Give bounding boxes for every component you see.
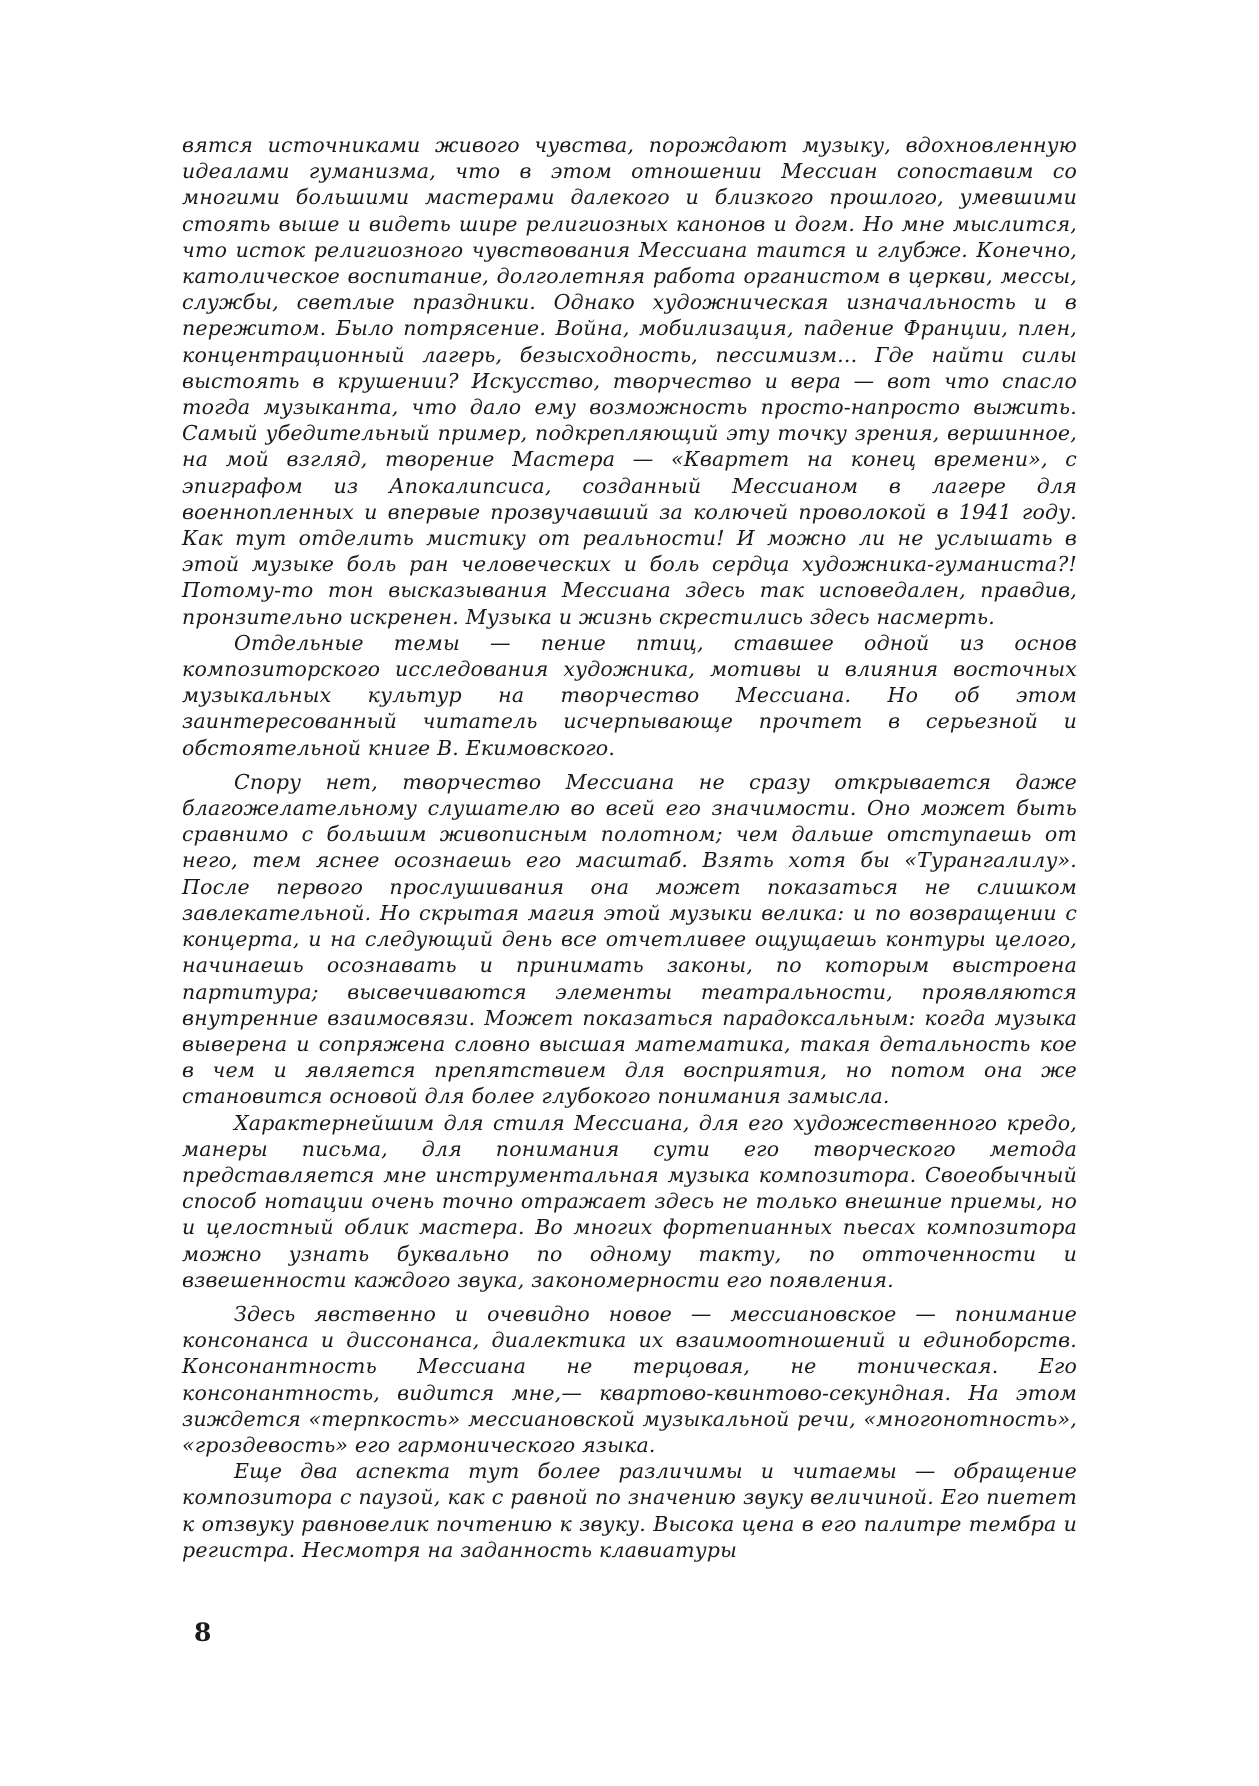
body-text xyxy=(182,132,1077,1563)
paragraph-3: Спору нет, творчество Мессиана не сразу открывается даже благожелательному слушателю во всей его значимости. Оно может быть сравнимо с большим живописным полотном; чем дальше отступаешь от него, тем яснее осознаешь его масштаб. Взять хотя бы «Турангалилу». После первого прослушивания она может показаться не слишком завлекательной. Но скрытая магия этой музыки велика: и по возвращении с концерта, и на следующий день все отчетливее ощущаешь контуры целого, начинаешь осознавать и принимать законы, по которым выстроена партитура; высвечиваются элементы театральности, проявляются внутренние взаимосвязи. Может показаться парадоксальным: когда музыка выверена и сопряжена словно высшая математика, такая детальность кое в чем и является препятствием для восприятия, но потом она же становится основой для более глубокого понимания замысла. xyxy=(182,769,1077,1109)
paragraph-4: Характернейшим для стиля Мессиана, для его художественного кредо, манеры письма, для понимания сути его творческого метода представляется мне инструментальная музыка композитора. Своеобычный способ нотации очень точно отражает здесь не только внешние приемы, но и целостный облик мастера. Во многих фортепианных пьесах композитора можно узнать буквально по одному такту, по отточенности и взвешенности каждого звука, закономерности его появления. xyxy=(182,1110,1077,1292)
paragraph-2: Отдельные темы — пение птиц, ставшее одной из основ композиторского исследования художника, мотивы и влияния восточных музыкальных культур на творчество Мессиана. Но об этом заинтересованный читатель исчерпывающе прочтет в серьезной и обстоятельной книге В. Екимовского. xyxy=(182,630,1077,760)
paragraph-6: Еще два аспекта тут более различимы и читаемы — обращение композитора с паузой, как с равной по значению звуку величиной. Его пиетет к отзвуку равновелик почтению к звуку. Высока цена в его палитре тембра и регистра. Несмотря на заданность клавиатуры xyxy=(182,1459,1077,1562)
paragraph-5: Здесь явственно и очевидно новое — мессиановское — понимание консонанса и диссонанса, диалектика их взаимоотношений и единоборств. Консонантность Мессиана не терцовая, не тоническая. Его консонантность, видится мне,— квартово-квинтово-секундная. На этом зиждется «терпкость» мессиановской музыкальной речи, «многонотность», «гроздевость» его гармонического языка. xyxy=(182,1301,1077,1457)
paragraph-1: вятся источниками живого чувства, порождают музыку, вдохновленную идеалами гуманизма, что в этом отношении Мессиан сопоставим со многими большими мастерами далекого и близкого прошлого, умевшими стоять выше и видеть шире религиозных канонов и догм. Но мне мыслится, что исток религиозного чувствования Мессиана таится и глубже. Конечно, католическое воспитание, долголетняя работа органистом в церкви, мессы, службы, светлые праздники. Однако художническая изначальность и в пережитом. Было потрясение. Война, мобилизация, падение Франции, плен, концентрационный лагерь, безысходность, пессимизм... Где найти силы выстоять в крушении? Искусство, творчество и вера — вот что спасло тогда музыканта, что дало ему возможность просто-напросто выжить. Самый убедительный пример, подкрепляющий эту точку зрения, вершинное, на мой взгляд, творение Мастера — «Квартет на конец времени», с эпиграфом из Апокалипсиса, созданный Мессианом в лагере для военнопленных и впервые прозвучавший за колючей проволокой в 1941 году. Как тут отделить мистику от реальности! И можно ли не услышать в этой музыке боль ран человеческих и боль сердца художника-гуманиста?! Потому-то тон высказывания Мессиана здесь так исповедален, правдив, пронзительно искренен. Музыка и жизнь скрестились здесь насмерть. xyxy=(182,133,1077,629)
page-number: 8 xyxy=(194,1618,212,1647)
